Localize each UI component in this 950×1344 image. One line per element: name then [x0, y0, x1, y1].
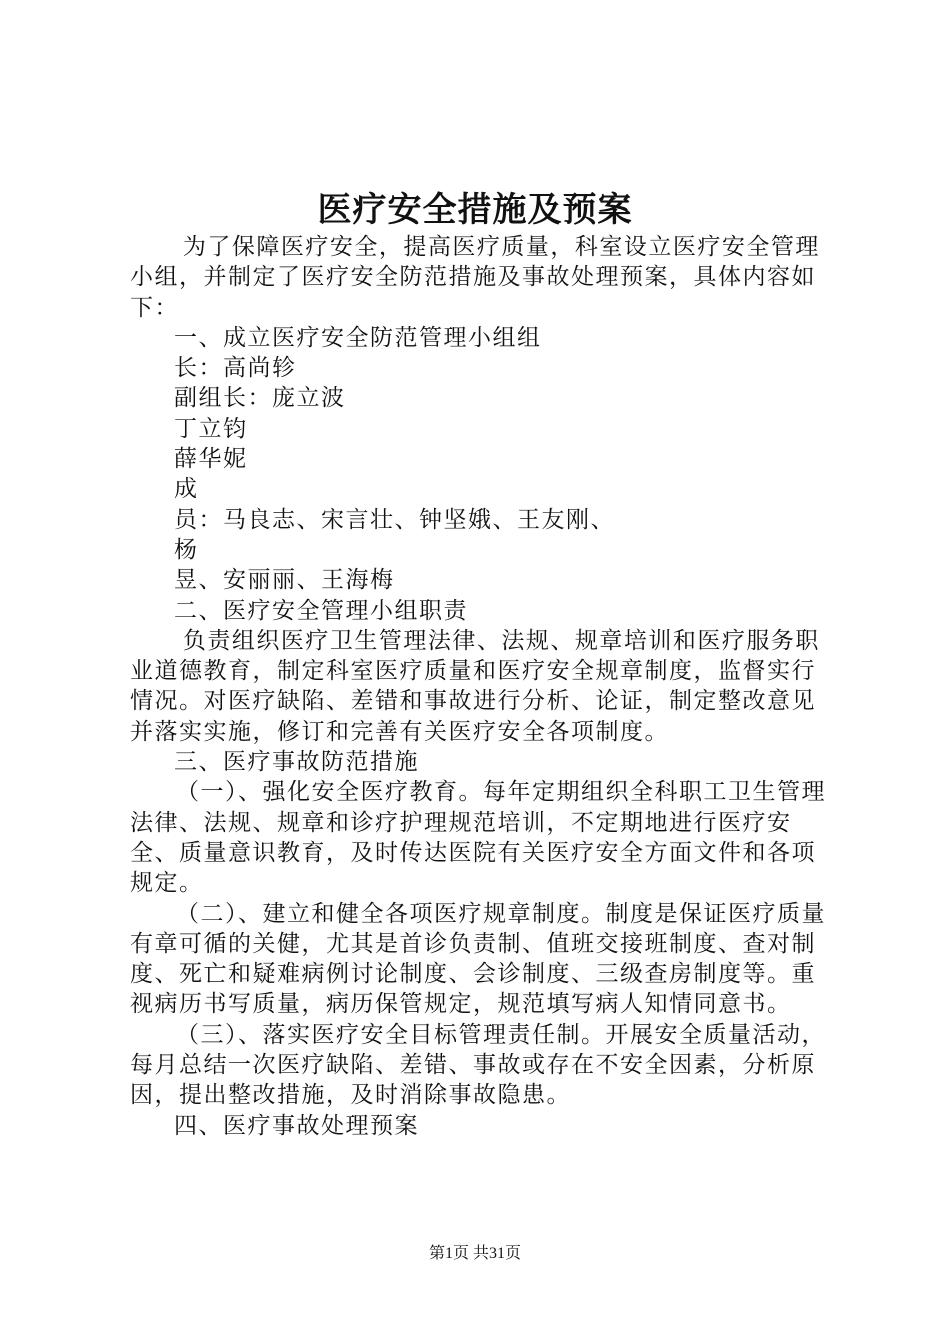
page-footer: 第1页 共31页 — [428, 1245, 521, 1262]
member-line: 员：马良志、宋言壮、钟坚娥、王友刚、 — [174, 506, 615, 533]
document-body — [130, 232, 830, 1141]
member-line: 薛华妮 — [174, 446, 248, 473]
member-line: 丁立钧 — [174, 415, 248, 442]
page-title: 医疗安全措施及预案 — [317, 190, 633, 230]
intro-paragraph: 为了保障医疗安全，提高医疗质量，科室设立医疗安全管理小组，并制定了医疗安全防范措施及事故处理预案，具体内容如下： — [130, 234, 820, 321]
member-line: 昱、安丽丽、王海梅 — [174, 567, 395, 594]
measure-paragraph-3: （三）、落实医疗安全目标管理责任制。开展安全质量活动，每月总结一次医疗缺陷、差错、事故或存在不安全因素，分析原因，提出整改措施，及时消除事故隐患。 — [130, 1021, 826, 1109]
section-heading-4: 四、医疗事故处理预案 — [174, 1112, 419, 1139]
member-line: 成 — [174, 476, 199, 503]
measure-paragraph-2: （二）、建立和健全各项医疗规章制度。制度是保证医疗质量有章可循的关健，尤其是首诊负责制、值班交接班制度、查对制度、死亡和疑难病例讨论制度、会诊制度、三级查房制度等。重视病历书写质量，病历保管规定，规范填写病人知情同意书。 — [130, 900, 826, 1018]
member-line: 杨 — [174, 536, 199, 563]
section-heading-3: 三、医疗事故防范措施 — [174, 749, 419, 776]
section-heading-2: 二、医疗安全管理小组职责 — [174, 597, 468, 624]
member-line: 长：高尚轸 — [174, 355, 297, 382]
section-heading-1: 一、成立医疗安全防范管理小组组 — [174, 324, 542, 351]
member-line: 副组长：庞立波 — [174, 385, 346, 412]
duties-paragraph: 负责组织医疗卫生管理法律、法规、规章培训和医疗服务职业道德教育，制定科室医疗质量和医疗安全规章制度，监督实行情况。对医疗缺陷、差错和事故进行分析、论证，制定整改意见并落实实施，修订和完善有关医疗安全各项制度。 — [130, 627, 820, 745]
measure-paragraph-1: （一）、强化安全医疗教育。每年定期组织全科职工卫生管理法律、法规、规章和诊疗护理规范培训，不定期地进行医疗安全、质量意识教育，及时传达医院有关医疗安全方面文件和各项规定。 — [130, 779, 826, 897]
